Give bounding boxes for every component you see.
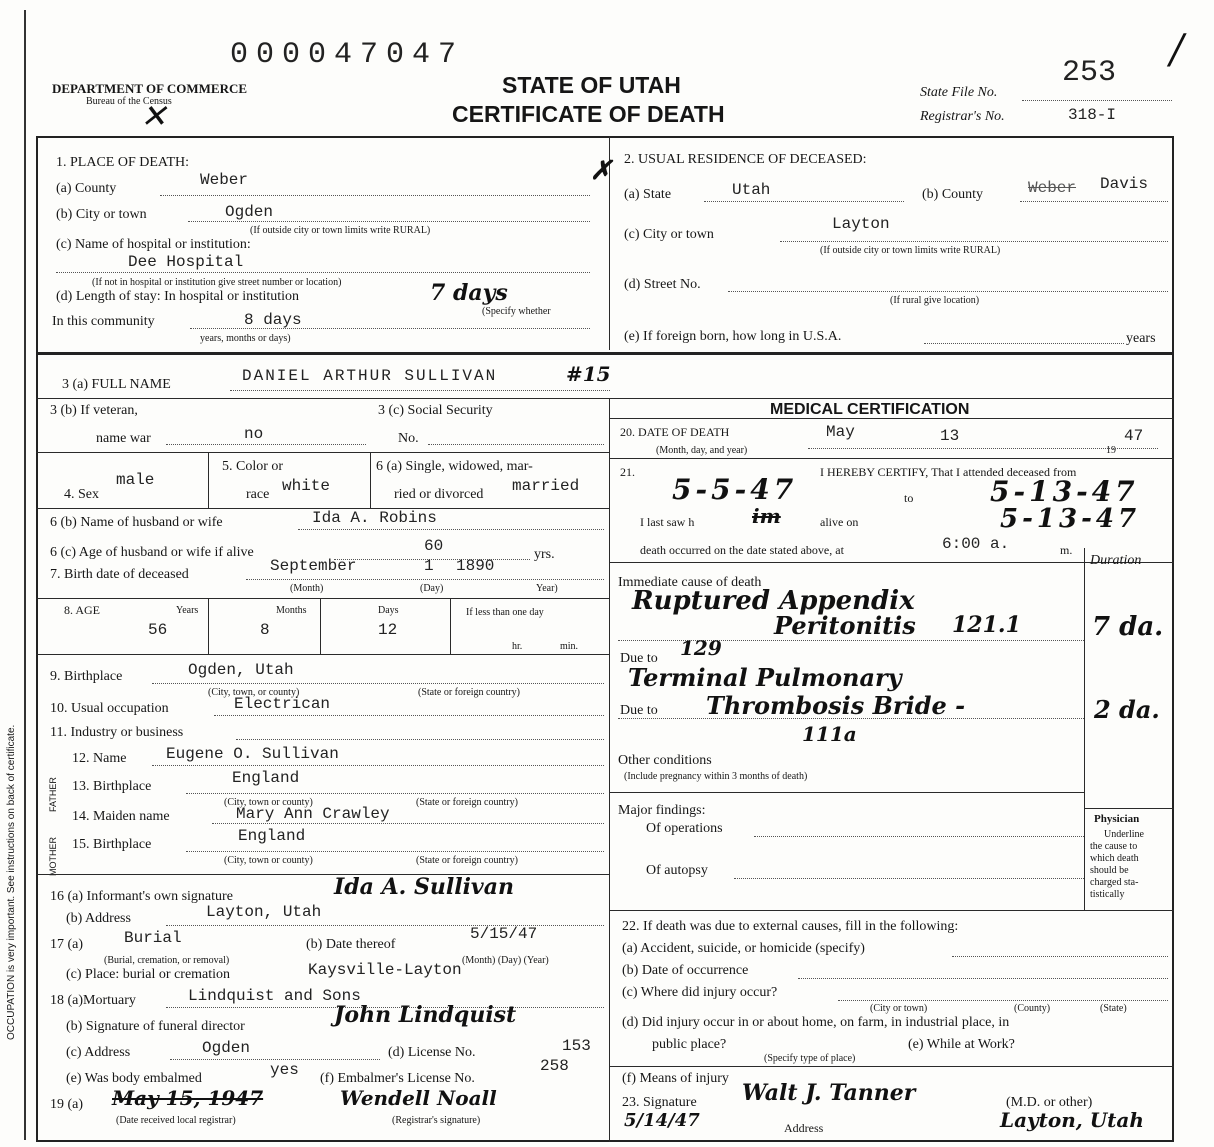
occupation-label: 10. Usual occupation <box>50 701 169 716</box>
mother-birthplace-value: England <box>238 827 306 845</box>
city-value: Ogden <box>225 203 274 221</box>
hospital-label: (c) Name of hospital or institution: <box>56 237 251 252</box>
age-years-label: Years <box>176 605 199 616</box>
burial-place-label: (c) Place: burial or cremation <box>66 967 231 982</box>
death-day: 13 <box>940 427 960 445</box>
duration-label: Duration <box>1090 553 1142 568</box>
inf-address-line <box>166 925 604 926</box>
mother-maiden-line <box>212 823 604 824</box>
father-birthplace-value: England <box>232 769 300 787</box>
death-month: May <box>826 423 855 441</box>
veteran-label: 3 (b) If veteran, <box>50 403 138 418</box>
county-value: Weber <box>200 171 249 189</box>
community-hint: years, months or days) <box>200 333 291 344</box>
stay-specify: (Specify whether <box>482 306 551 317</box>
ssn-line <box>428 444 604 445</box>
birthplace-hint: (City, town, or county) <box>208 687 300 698</box>
community-line <box>190 328 590 329</box>
war-line <box>166 444 366 445</box>
father-name-value: Eugene O. Sullivan <box>166 745 339 763</box>
external-c: (c) Where did injury occur? <box>622 985 778 1000</box>
spouse-value: Ida A. Robins <box>312 509 437 527</box>
due-to-label: Due to <box>620 651 658 666</box>
embalmed-label: (e) Was body embalmed <box>66 1071 202 1086</box>
informant-sig: Ida A. Sullivan <box>334 874 514 900</box>
due1: Terminal Pulmonary <box>628 663 902 692</box>
inf-address-label: (b) Address <box>66 911 131 926</box>
res-city-label: (c) City or town <box>624 227 714 242</box>
certify-label: I HEREBY CERTIFY, That I attended deceased from <box>820 465 1077 479</box>
cause-line2: Peritonitis <box>774 611 916 640</box>
age-years: 56 <box>148 621 168 639</box>
divider-external <box>609 910 1174 911</box>
findings-label: Major findings: <box>618 803 706 818</box>
alive-on: 5-13-47 <box>1000 504 1141 534</box>
registrar-row-label: 19 (a) <box>50 1097 84 1112</box>
external-b: (b) Date of occurrence <box>622 963 749 978</box>
due-to-code: 129 <box>680 636 722 660</box>
res-county-line <box>1020 201 1168 202</box>
father-name-label: 12. Name <box>72 751 127 766</box>
header-slash: / <box>1170 27 1184 73</box>
burial-date-label: (b) Date thereof <box>306 937 396 952</box>
medical-title: MEDICAL CERTIFICATION <box>770 401 970 418</box>
birth-hint-day: (Day) <box>420 583 444 594</box>
registrar-sig-hint: (Registrar's signature) <box>392 1115 481 1126</box>
date-received: May 15, 1947 <box>112 1086 264 1110</box>
divider-parents <box>36 874 610 875</box>
physician-title: Physician <box>1094 813 1140 825</box>
external-e: (e) While at Work? <box>908 1037 1015 1052</box>
cause-code: 121.1 <box>952 612 1021 638</box>
county-line <box>160 195 590 196</box>
other-hint: (Include pregnancy within 3 months of death) <box>624 771 808 782</box>
external-d: (d) Did injury occur in or about home, on farm, in industrial place, in <box>622 1015 1010 1030</box>
mort-address-label: (c) Address <box>66 1045 131 1060</box>
attended-from: 5-5-47 <box>672 473 798 506</box>
physician-note-5: tistically <box>1090 889 1125 900</box>
sex-label: 4. Sex <box>64 487 99 502</box>
res-city-value: Layton <box>832 215 890 233</box>
state-file-label: State File No. <box>920 85 998 100</box>
mother-state-hint: (State or foreign country) <box>416 855 518 866</box>
color-label: 5. Color or <box>222 459 284 474</box>
registrar-sig: Wendell Noall <box>340 1086 497 1110</box>
race-label: race <box>246 487 270 502</box>
date-received-hint: (Date received local registrar) <box>116 1115 236 1126</box>
due2-line <box>618 718 1084 719</box>
res-years-label: years <box>1126 331 1156 346</box>
mort-address-value: Ogden <box>202 1039 251 1057</box>
mort-address-line <box>170 1059 380 1060</box>
res-state-label: (a) State <box>624 187 672 202</box>
burial-place-value: Kaysville-Layton <box>308 961 462 979</box>
city-hint: (If outside city or town limits write RURAL) <box>250 225 431 236</box>
state-file-line <box>1022 100 1172 101</box>
marital-label: 6 (a) Single, widowed, mar- <box>376 459 533 474</box>
row-21: 21. <box>620 465 635 479</box>
father-name-line <box>152 765 604 766</box>
res-foreign-label: (e) If foreign born, how long in U.S.A. <box>624 329 842 344</box>
divider-physician <box>1084 808 1174 809</box>
divider-other <box>609 792 1084 793</box>
informant-label: 16 (a) Informant's own signature <box>50 889 233 904</box>
mother-side-label: MOTHER <box>48 837 58 876</box>
burial-date-value: 5/15/47 <box>470 925 538 943</box>
license-value: 153 <box>562 1037 591 1055</box>
div-age3 <box>450 598 451 654</box>
bureau: Bureau of the Census <box>86 96 172 107</box>
full-name-line <box>230 390 610 391</box>
disposition-value: Burial <box>124 929 182 947</box>
director-sig: John Lindquist <box>334 1002 517 1028</box>
res-state-line <box>704 201 904 202</box>
marital-value: married <box>512 477 580 495</box>
to-label: to <box>904 491 914 505</box>
spouse-age-value: 60 <box>424 537 444 555</box>
res-street-hint: (If rural give location) <box>890 295 980 306</box>
divider-row3 <box>36 352 1174 355</box>
hr-label: hr. <box>512 641 523 652</box>
disposition-hint: (Burial, cremation, or removal) <box>104 955 230 966</box>
sig-address: Layton, Utah <box>1000 1108 1144 1132</box>
full-name-value: DANIEL ARTHUR SULLIVAN <box>242 367 498 385</box>
occupation-value: Electrican <box>234 695 331 713</box>
res-city-hint: (If outside city or town limits write RURAL) <box>820 245 1001 256</box>
embalmer-label: (f) Embalmer's License No. <box>320 1071 475 1086</box>
age-days: 12 <box>378 621 398 639</box>
industry-label: 11. Industry or business <box>50 725 184 740</box>
md-label: (M.D. or other) <box>1006 1095 1093 1110</box>
father-hint: (City, town or county) <box>224 797 313 808</box>
registrar-label: Registrar's No. <box>920 109 1005 124</box>
external-c-city: (City or town) <box>870 1003 928 1014</box>
other-label: Other conditions <box>618 753 712 768</box>
mortuary-label: 18 (a)Mortuary <box>50 993 136 1008</box>
signature-label: 23. Signature <box>622 1095 697 1110</box>
due2: Thrombosis Bride - <box>706 691 966 720</box>
department: DEPARTMENT OF COMMERCE <box>52 81 248 96</box>
divider-veteran <box>36 452 610 453</box>
hospital-hint: (If not in hospital or institution give street number or location) <box>92 277 342 288</box>
duration-divider <box>1084 548 1085 910</box>
last-saw-label: I last saw h <box>640 515 695 529</box>
full-name-label: 3 (a) FULL NAME <box>62 377 171 392</box>
place-of-death-title: 1. PLACE OF DEATH: <box>56 155 190 170</box>
external-c-line <box>838 1000 1168 1001</box>
file-stamp: 253 <box>1062 56 1117 90</box>
spouse-line <box>298 529 604 530</box>
sig-date: 5/14/47 <box>624 1110 700 1131</box>
external-f: (f) Means of injury <box>622 1071 729 1086</box>
external-c-county: (County) <box>1014 1003 1051 1014</box>
death-year-prefix: 19 <box>1106 445 1116 456</box>
cert-title: CERTIFICATE OF DEATH <box>452 101 725 127</box>
divider-death-date <box>609 458 1174 459</box>
divider-name <box>36 398 1174 399</box>
cause-label: Immediate cause of death <box>618 575 762 590</box>
res-state-value: Utah <box>732 181 771 199</box>
residence-title: 2. USUAL RESIDENCE OF DECEASED: <box>624 152 867 167</box>
age-label: 8. AGE <box>64 603 100 617</box>
cause-line1: Ruptured Appendix <box>632 586 915 616</box>
external-a: (a) Accident, suicide, or homicide (specify) <box>622 941 865 956</box>
community-label: In this community <box>52 314 155 329</box>
ssn-no-label: No. <box>398 431 419 446</box>
father-state-hint: (State or foreign country) <box>416 797 518 808</box>
disposition-label: 17 (a) <box>50 937 84 952</box>
birthplace-state-hint: (State or foreign country) <box>418 687 520 698</box>
external-d2: public place? <box>652 1037 727 1052</box>
burial-date-hint: (Month) (Day) (Year) <box>462 955 549 966</box>
margin-instructions: OCCUPATION is very important. See instructions on back of certificate. <box>6 724 17 1040</box>
physician-note-0: Underline <box>1104 829 1144 840</box>
attended-to: 5-13-47 <box>990 475 1139 508</box>
ssn-label: 3 (c) Social Security <box>378 403 493 418</box>
stay-label: (d) Length of stay: In hospital or institution <box>56 289 300 304</box>
div-race <box>370 452 371 508</box>
registrar-no: 318-I <box>1068 106 1117 124</box>
father-birthplace-label: 13. Birthplace <box>72 779 152 794</box>
due2-code: 111a <box>802 722 857 746</box>
place-check: ✗ <box>590 156 612 186</box>
age-months: 8 <box>260 621 270 639</box>
outer-border-left <box>24 10 26 1140</box>
age-days-label: Days <box>378 605 399 616</box>
spouse-age-label: 6 (c) Age of husband or wife if alive <box>50 545 254 560</box>
community-value: 8 days <box>244 311 302 329</box>
death-date-line <box>808 448 1158 449</box>
birth-year: 1890 <box>456 557 495 575</box>
county-label: (a) County <box>56 181 117 196</box>
yrs-label: yrs. <box>534 547 555 562</box>
death-time: 6:00 a. <box>942 535 1010 553</box>
divider-birth <box>36 598 610 599</box>
war-value: no <box>244 425 264 443</box>
city-label: (b) City or town <box>56 207 147 222</box>
industry-line <box>236 739 604 740</box>
min-label: min. <box>560 641 579 652</box>
external-c-state: (State) <box>1100 1003 1127 1014</box>
occupation-line <box>214 715 604 716</box>
res-county-struck: Weber <box>1028 179 1077 197</box>
race-value: white <box>282 477 331 495</box>
death-date-hint: (Month, day, and year) <box>656 445 748 456</box>
due2-duration: 2 da. <box>1094 695 1160 724</box>
sex-value: male <box>116 471 155 489</box>
physician-note-3: should be <box>1090 865 1129 876</box>
hospital-value: Dee Hospital <box>128 253 244 271</box>
war-label: name war <box>96 431 151 446</box>
mother-maiden-value: Mary Ann Crawley <box>236 805 390 823</box>
physician-sig: Walt J. Tanner <box>742 1080 916 1106</box>
external-d-hint: (Specify type of place) <box>764 1053 856 1064</box>
res-street-line <box>728 291 1168 292</box>
birth-month: September <box>270 557 357 575</box>
divider-medical-title <box>609 418 1174 419</box>
last-saw-pronoun: im <box>752 504 781 528</box>
alive-label: alive on <box>820 515 859 529</box>
death-year: 47 <box>1124 427 1144 445</box>
state-title: STATE OF UTAH <box>502 72 681 98</box>
birthplace-value: Ogden, Utah <box>188 661 294 679</box>
div-age2 <box>320 598 321 654</box>
m-label: m. <box>1060 543 1073 557</box>
external-a-line <box>952 956 1168 957</box>
birth-hint-year: Year) <box>536 583 558 594</box>
divider-means <box>609 1066 1174 1067</box>
father-birthplace-line <box>186 793 604 794</box>
age-months-label: Months <box>276 605 307 616</box>
res-foreign-line <box>924 343 1124 344</box>
mother-birthplace-line <box>186 851 604 852</box>
physician-note-4: charged sta- <box>1090 877 1139 888</box>
mother-hint: (City, town or county) <box>224 855 313 866</box>
div-age1 <box>208 598 209 654</box>
birth-line <box>246 579 604 580</box>
mortuary-value: Lindquist and Sons <box>188 987 361 1005</box>
embalmed-value: yes <box>270 1061 299 1079</box>
cause-duration: 7 da. <box>1092 612 1164 642</box>
city-line <box>188 221 590 222</box>
hospital-line <box>56 272 590 273</box>
mother-maiden-label: 14. Maiden name <box>72 809 170 824</box>
frame-mid-divider-bottom <box>609 398 610 1142</box>
physician-note-2: which death <box>1090 853 1139 864</box>
physician-note-1: the cause to <box>1090 841 1138 852</box>
father-side-label: FATHER <box>48 777 58 812</box>
res-county-value: Davis <box>1100 175 1149 193</box>
stay-scribble: 7 days <box>430 280 508 306</box>
birthplace-line <box>152 683 604 684</box>
name-note: #15 <box>566 362 611 386</box>
autopsy-label: Of autopsy <box>646 863 708 878</box>
operations-line <box>754 836 1084 837</box>
embalmer-value: 258 <box>540 1057 569 1075</box>
sig-address-label: Address <box>784 1121 824 1135</box>
autopsy-line <box>734 878 1084 879</box>
mother-birthplace-label: 15. Birthplace <box>72 837 152 852</box>
birth-day: 1 <box>424 557 434 575</box>
res-city-line <box>780 241 1168 242</box>
operations-label: Of operations <box>646 821 723 836</box>
res-county-label: (b) County <box>922 187 984 202</box>
death-date-label: 20. DATE OF DEATH <box>620 425 730 439</box>
external-title: 22. If death was due to external causes, fill in the following: <box>622 919 959 934</box>
birthplace-label: 9. Birthplace <box>50 669 123 684</box>
license-label: (d) License No. <box>388 1045 476 1060</box>
director-label: (b) Signature of funeral director <box>66 1019 245 1034</box>
external-b-line <box>798 978 1168 979</box>
birth-label: 7. Birth date of deceased <box>50 567 189 582</box>
divider-age <box>36 654 610 655</box>
less-label: If less than one day <box>466 607 544 618</box>
spouse-label: 6 (b) Name of husband or wife <box>50 515 223 530</box>
res-street-label: (d) Street No. <box>624 277 701 292</box>
due-to-label2: Due to <box>620 703 658 718</box>
div-sex <box>208 452 209 508</box>
serial-number: 000047047 <box>230 38 465 72</box>
marital-label2: ried or divorced <box>394 487 484 502</box>
birth-hint-month: (Month) <box>290 583 324 594</box>
occurred-label: death occurred on the date stated above, at <box>640 543 844 557</box>
header-mark: ✕ <box>140 97 167 135</box>
inf-address-value: Layton, Utah <box>206 903 322 921</box>
